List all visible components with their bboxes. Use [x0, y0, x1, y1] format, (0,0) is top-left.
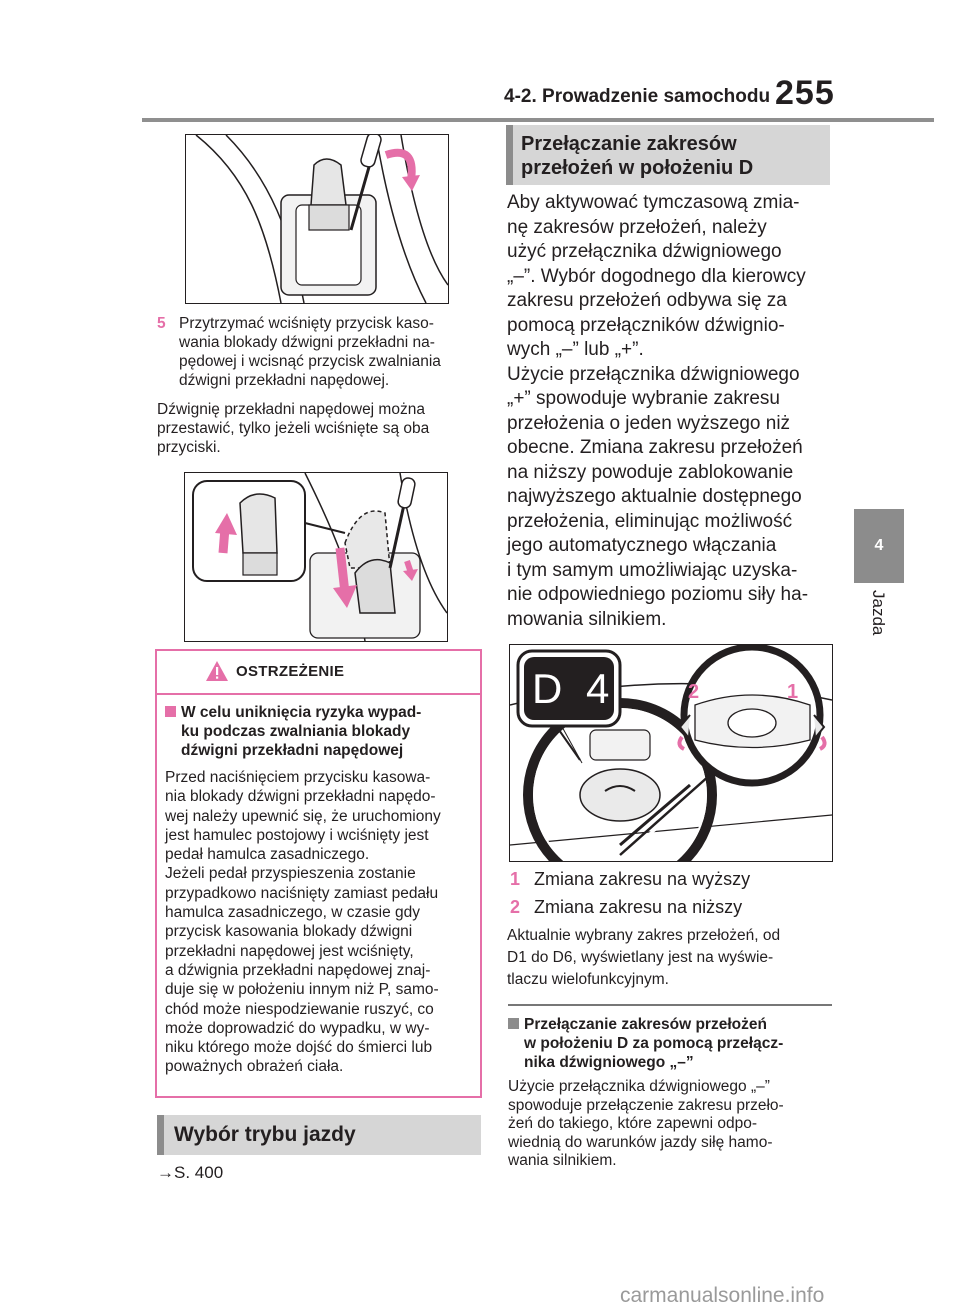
callout-2: 2 — [688, 681, 700, 703]
warning-line: Przed naciśnięciem przycisku kasowa- — [165, 769, 431, 786]
page-number: 255 — [775, 74, 835, 112]
paragraph-line: najwyższego aktualnie dostępnego — [507, 486, 802, 507]
step-5 — [157, 314, 482, 390]
page-reference-link[interactable]: →S. 400 — [157, 1163, 224, 1182]
warning-line: może doprowadzić do wypadku, w wy- — [165, 1019, 430, 1037]
warning-line: poważnych obrażeń ciała. — [165, 1058, 344, 1076]
legend-number: 1 — [510, 869, 521, 889]
paragraph-line: nę zakresów przełożeń, należy — [507, 216, 767, 238]
step-number: 5 — [157, 315, 166, 332]
shift-lever-release-figure — [185, 134, 449, 304]
watermark: carmanualsonline.info — [620, 1284, 825, 1307]
paragraph-line: i tym samym umożliwiając uzyska- — [507, 559, 798, 581]
warning-header — [157, 651, 480, 695]
paragraph-line: spowoduje przełączenie zakresu przeło- — [508, 1096, 784, 1114]
chapter-label — [858, 590, 898, 660]
paragraph-line: przyciski. — [157, 439, 221, 456]
paragraph-line: zakresu przełożeń odbywa się za — [507, 290, 787, 311]
warning-subtitle-line: ku podczas zwalniania blokady — [181, 723, 411, 740]
shift-lever-move-figure — [184, 472, 448, 642]
warning-line: jest hamulec postojowy i wciśnięty jest — [165, 826, 429, 844]
paragraph-line: Użycie przełącznika dźwigniowego „–” — [508, 1078, 770, 1095]
note-line: Aktualnie wybrany zakres przełożeń, od — [507, 927, 781, 944]
chapter-label-text: Jazda — [869, 590, 888, 636]
legend-text: Zmiana zakresu na niższy — [534, 897, 743, 917]
warning-subtitle-line: dźwigni przekładni napędowej — [181, 742, 404, 759]
paragraph-line: „–”. Wybór dogodnego dla kierowcy — [507, 265, 806, 287]
paragraph-line: wania silnikiem. — [508, 1152, 617, 1169]
subheading-line: w położeniu D za pomocą przełącz- — [524, 1035, 784, 1052]
drive-mode-heading — [157, 1115, 481, 1155]
warning-line: wej należy upewnić się, że uruchomiony — [165, 807, 441, 825]
warning-line: niku którego może dojść do śmierci lub — [165, 1039, 433, 1057]
warning-triangle-icon — [205, 660, 229, 682]
divider — [508, 1004, 832, 1006]
paragraph-line: obecne. Zmiana zakresu przełożeń — [507, 437, 803, 458]
display-note — [507, 925, 833, 991]
paragraph-line: użyć przełącznika dźwigniowego — [507, 241, 782, 262]
paragraph-line: wiednią do warunków jazdy siłę hamo- — [508, 1133, 773, 1151]
step-line: pędowej i wcisnąć przycisk zwalniania — [179, 353, 441, 370]
heading-line: przełożeń w położeniu D — [521, 157, 754, 179]
both-buttons-paragraph — [157, 400, 482, 457]
step-line: dźwigni przekładni napędowej. — [179, 372, 390, 389]
minus-switch-subheading — [508, 1015, 833, 1072]
note-line: D1 do D6, wyświetlany jest na wyświe- — [507, 949, 774, 966]
warning-line: przypadkowo naciśnięty zamiast pedału — [165, 884, 439, 902]
warning-line: przekładni napędowej jest wciśnięty, — [165, 942, 414, 960]
paragraph-line: jego automatycznego włączania — [507, 535, 777, 556]
section-title: 4-2. Prowadzenie samochodu — [504, 86, 771, 107]
warning-line: nia blokady dźwigni przekładni napędo- — [165, 788, 436, 806]
gear-range-heading-text — [521, 132, 753, 180]
lever-move-illustration — [185, 473, 447, 641]
warning-title: OSTRZEŻENIE — [236, 663, 345, 680]
warning-line: pedał hamulca zasadniczego. — [165, 846, 370, 864]
warning-line: przycisk kasowania blokady dźwigni — [165, 923, 413, 941]
note-line: tlaczu wielofunkcyjnym. — [507, 971, 669, 988]
warning-subtitle — [165, 703, 470, 760]
heading-bar — [157, 1115, 164, 1155]
square-bullet-icon — [165, 706, 176, 717]
warning-body — [165, 768, 473, 1077]
paragraph-line: „+” spowoduje wybranie zakresu — [507, 388, 780, 409]
paragraph-line: mowania silnikiem. — [507, 608, 667, 630]
gear-range-paragraph — [507, 191, 833, 632]
paragraph-line: Aby aktywować tymczasową zmia- — [507, 192, 800, 213]
warning-line: duje się w położeniu innym niż P, samo- — [165, 981, 439, 999]
chapter-tab[interactable]: 4 — [854, 509, 904, 583]
heading-line: Przełączanie zakresów — [521, 133, 737, 155]
warning-line: chód może niespodziewanie ruszyć, co — [165, 1000, 434, 1018]
paragraph-line: przełożenia o jeden wyższego niż — [507, 412, 791, 434]
legend-item-2 — [510, 897, 742, 918]
heading-bar — [506, 125, 513, 185]
warning-line: a dźwignia przekładni napędowej znaj- — [165, 961, 431, 979]
header-rule — [142, 118, 934, 122]
paragraph-line: przestawić, tylko jeżeli wciśnięte są oba — [157, 420, 430, 437]
drive-mode-heading-text: Wybór trybu jazdy — [174, 1123, 356, 1146]
paragraph-line: Dźwignię przekładni napędowej można — [157, 401, 425, 418]
gear-display: D 4 — [532, 665, 616, 712]
legend-text: Zmiana zakresu na wyższy — [534, 869, 751, 889]
warning-line: Jeżeli pedał przyspieszenia zostanie — [165, 865, 416, 883]
paragraph-line: na niższy powoduje zablokowanie — [507, 461, 794, 483]
warning-line: hamulca zasadniczego, w czasie gdy — [165, 904, 421, 922]
legend-number: 2 — [510, 897, 521, 917]
paragraph-line: nie odpowiedniego poziomu siły ha- — [507, 584, 809, 605]
paragraph-line: wych „–” lub „+”. — [507, 339, 644, 360]
legend-item-1 — [510, 869, 750, 890]
steering-wheel-figure — [509, 644, 833, 862]
subheading-line: Przełączanie zakresów przełożeń — [524, 1016, 767, 1033]
callout-1: 1 — [787, 681, 799, 703]
paragraph-line: żeń do takiego, które zapewni odpo- — [508, 1115, 758, 1132]
gear-range-heading — [506, 125, 830, 185]
warning-box — [155, 649, 482, 1098]
step-line: wania blokady dźwigni przekładni na- — [179, 334, 435, 351]
paragraph-line: Użycie przełącznika dźwigniowego — [507, 363, 800, 385]
minus-switch-paragraph — [508, 1078, 833, 1171]
paragraph-line: przełożenia, eliminując możliwość — [507, 510, 793, 532]
warning-subtitle-line: W celu uniknięcia ryzyka wypad- — [181, 704, 422, 721]
square-bullet-icon — [508, 1018, 519, 1029]
step-text — [179, 314, 482, 390]
paragraph-line: pomocą przełączników dźwignio- — [507, 314, 785, 336]
step-line: Przytrzymać wciśnięty przycisk kaso- — [179, 315, 434, 332]
shift-lever-illustration — [186, 135, 448, 303]
subheading-line: nika dźwigniowego „–” — [524, 1054, 694, 1071]
